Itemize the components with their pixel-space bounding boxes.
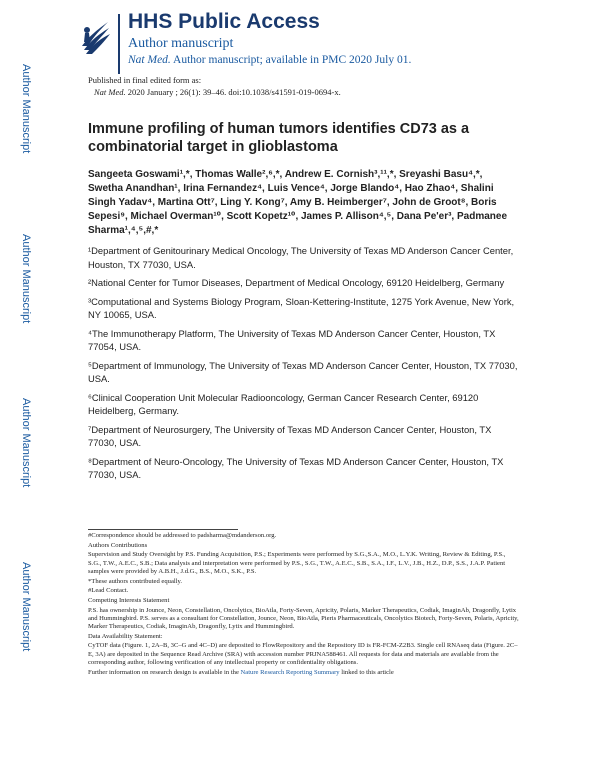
published-citation-text: 2020 January ; 26(1): 39–46. doi:10.1038/s41591-019-0694-x. [125, 87, 341, 97]
further-info-suffix: linked to this article [339, 668, 394, 676]
header-subtitle: Author manuscript [128, 36, 234, 51]
further-information [88, 669, 520, 677]
affiliation-1: ¹Department of Genitourinary Medical Oncology, The University of Texas MD Anderson Cancer Center, Houston, TX 77030, USA. [88, 245, 514, 270]
affiliation-5: ⁵Department of Immunology, The University of Texas MD Anderson Cancer Center, Houston, TX 77030, USA. [88, 359, 518, 384]
competing-interests-text: P.S. has ownership in Jounce, Neon, Constellation, Oncolytics, BioAtla, Forty-Seven, Apricity, Polaris, Marker Therapeutics, Codiak, ImaginAb, Dragonfly, Lytix and Hummingbird. P.S. serves as a consultant for Constellation, Jounce, Neon, BioAtla, Pieris Pharmaceuticals, Oncolytics Biotech, Forty-Seven, Polaris, Apricity, Marker Therapeutics, Codiak, ImaginAb, Dragonfly, Lytix and Hummingbird. [88, 606, 519, 631]
affiliation-4: ⁴The Immunotherapy Platform, The University of Texas MD Anderson Cancer Center, Houston, TX 77054, USA. [88, 327, 496, 352]
data-availability-heading: Data Availability Statement: [88, 632, 163, 640]
article-title: Immune profiling of human tumors identifies CD73 as a combinatorial target in glioblastoma [88, 121, 470, 155]
affiliation-2: ²National Center for Tumor Diseases, Department of Medical Oncology, 69120 Heidelberg, Germany [88, 277, 505, 288]
affiliation-8: ⁸Department of Neuro-Oncology, The University of Texas MD Anderson Cancer Center, Houston, TX 77030, USA. [88, 455, 504, 480]
side-banner-author-manuscript: Author Manuscript [20, 562, 32, 652]
data-availability-text: CyTOF data (Figure. 1, 2A–B, 3C–G and 4C–D) are deposited to FlowRepository and the Repository ID is FR-FCM-Z2B3. Single cell RNAseq data (Figure. 2C–E, 3A) are deposited in the Sequence Read Archive (SRA) with accession number PRJNA588461. All requests for data and materials are available from the corresponding author, following verification of any intellectual property or confidentiality obligations. [88, 642, 518, 666]
competing-interests-heading: Competing Interests Statement [88, 596, 170, 604]
author-list: Sangeeta Goswami¹,*, Thomas Walle²,⁶,*, Andrew E. Cornish³,¹¹,*, Sreyashi Basu⁴,*, Swetha Anandhan¹, Irina Fernandez⁴, Luis Vence⁴, Jorge Blando⁴, Hao Zhao⁴, Shalini Singh Yadav⁴, Martina Ott⁷, Ling Y. Kong⁷, Amy B. Heimberger⁷, John de Groot⁸, Boris Sepesi⁹, Michael Overman¹⁰, Scott Kopetz¹⁰, James P. Allison⁴,⁵, Dana Pe'er³, Padmanee Sharma¹,⁴,⁵,#,* [88, 169, 507, 236]
affiliation-7: ⁷Department of Neurosurgery, The University of Texas MD Anderson Cancer Center, Houston, TX 77030, USA. [88, 423, 492, 448]
hhs-eagle-logo-icon [78, 12, 112, 58]
affiliation-6: ⁶Clinical Cooperation Unit Molecular Radiooncology, German Cancer Research Center, 69120 Heidelberg, Germany. [88, 391, 479, 416]
correspondence-note: #Correspondence should be addressed to padsharma@mdanderson.org. [88, 532, 277, 539]
side-banner-author-manuscript: Author Manuscript [20, 234, 32, 324]
header-availability [128, 54, 411, 66]
footnote-rule [88, 529, 238, 530]
published-journal: Nat Med. [94, 87, 126, 97]
side-banner-author-manuscript: Author Manuscript [20, 64, 32, 154]
published-label: Published in final edited form as: [88, 75, 202, 85]
affiliation-3: ³Computational and Systems Biology Program, Sloan-Kettering-Institute, 1275 York Avenue, New York, NY 10065, USA. [88, 295, 515, 320]
hhs-header [78, 8, 538, 70]
header-title: HHS Public Access [128, 10, 320, 33]
further-info-prefix: Further information on research design is available in the [88, 668, 241, 676]
header-journal: Nat Med. [128, 54, 171, 66]
published-citation [88, 86, 341, 98]
contributions-text: Supervision and Study Oversight by P.S. Funding Acquisition, P.S.; Experiments were performed by S.G.,S.A., M.O., L.Y.K. Writing, Review & Editing, P.S., S.G., T.W., A.E.C., S.B.; Data analysis and interpretation were performed by P.S., S.G., T.W., A.E.C., S.B., S.A., I.F., L.V., J.B., H.Z., D.P., S.S., J.A.P. Patient samples were provided by A.B.H., J.d.G., B.S., M.O., S.K., P.S. [88, 551, 506, 575]
article-body [88, 120, 518, 487]
equal-contribution-note: *These authors contributed equally. [88, 577, 183, 585]
contributions-heading: Authors Contributions [88, 541, 148, 549]
reporting-summary-link[interactable]: Nature Research Reporting Summary [240, 668, 340, 676]
side-banner-author-manuscript: Author Manuscript [20, 398, 32, 488]
header-divider [118, 14, 120, 74]
lead-contact-note: #Lead Contact. [88, 587, 129, 595]
published-block [88, 74, 341, 98]
footnotes [88, 532, 520, 678]
header-availability-text: Author manuscript; available in PMC 2020 July 01. [170, 54, 412, 66]
